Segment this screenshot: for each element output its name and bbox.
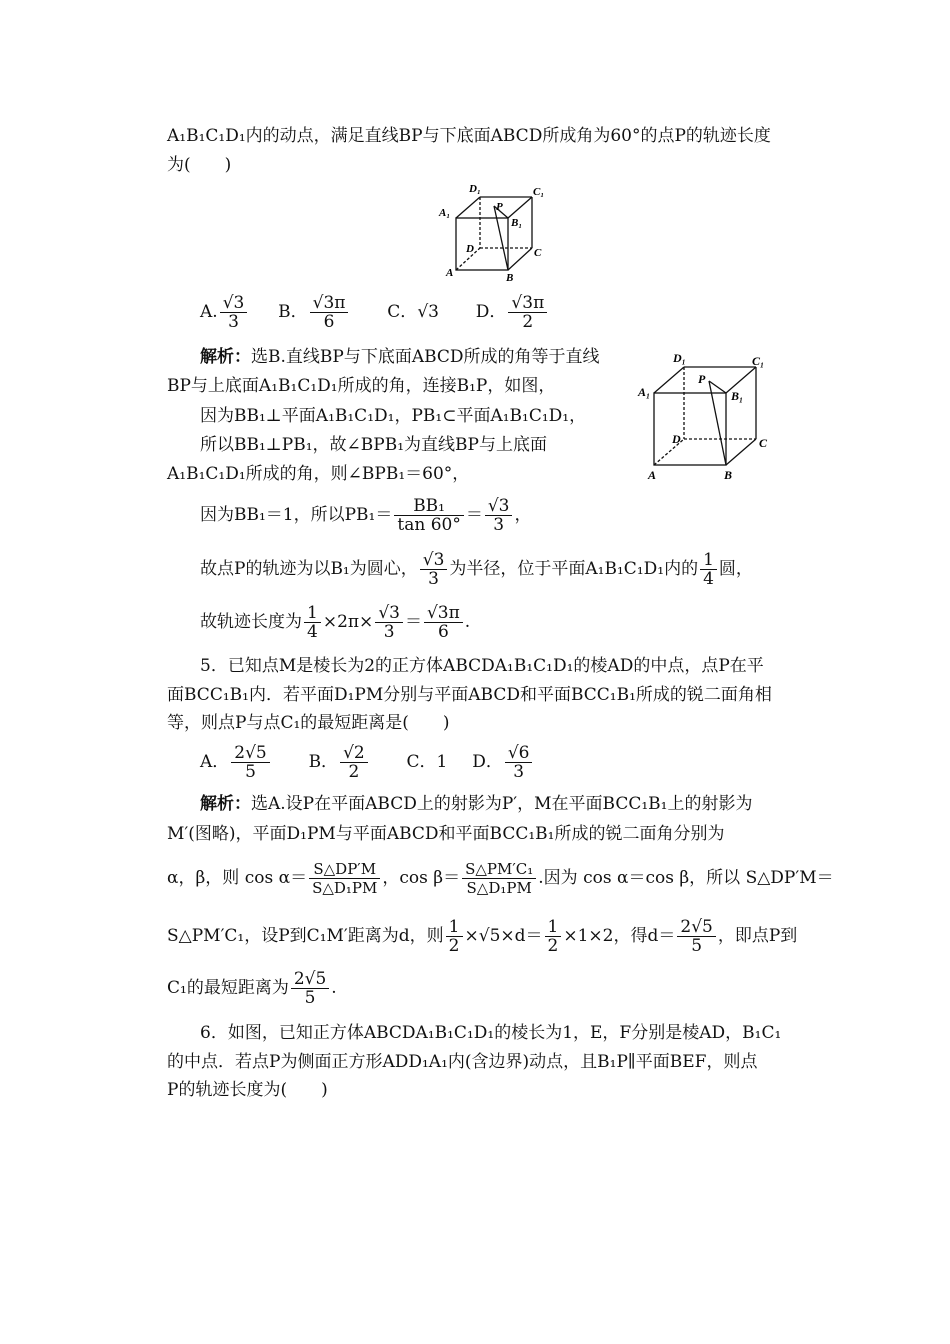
q6-stem-line-1: 6．如图，已知正方体ABCDA₁B₁C₁D₁的棱长为1，E，F分别是棱AD，B₁C₁ xyxy=(200,1023,782,1043)
fig2-label-c: C xyxy=(759,436,768,450)
q4-solution-line-1: 解析：选B.直线BP与下底面ABCD所成的角等于直线 xyxy=(200,347,600,367)
q4-option-d[interactable]: D． $\frac{√3\pi}{2}$ xyxy=(476,302,549,322)
q5-option-b[interactable]: B． $\frac{√2}{2}$ xyxy=(309,752,370,772)
q5-solution-line-1: 解析：选A.设P在平面ABCD上的射影为P′，M在平面BCC₁B₁上的射影为 xyxy=(200,794,753,814)
q5-solution-line-2: M′(图略)，平面D₁PM与平面ABCD和平面BCC₁B₁所成的锐二面角分别为 xyxy=(167,824,725,844)
q4-solution-line-4: 所以BB₁⊥PB₁，故∠BPB₁为直线BP与上底面 xyxy=(200,435,547,455)
fig1-label-a1: A₁ xyxy=(439,207,451,219)
q6-stem-line-2: 的中点．若点P为侧面正方形ADD₁A₁内(含边界)动点，且B₁P∥平面BEF，则点 xyxy=(167,1052,758,1072)
q4-option-b[interactable]: B． $\frac{√3\pi}{6}$ xyxy=(278,302,350,322)
q5-solution-line-3: α，β，则 cos α＝ $\frac{S\triangle DP'M}{\text{S△D₁PM}}$ ，cos β＝ $\frac{\text{S△PM′C₁}}{\text{S△D₁PM}}$ .因为 cos α＝cos β，所以 S△DP′M＝ xyxy=(167,860,834,897)
q6-stem-line-3: P的轨迹长度为( ) xyxy=(167,1080,328,1100)
fig2-label-c1: C₁ xyxy=(752,354,765,368)
q5-option-a[interactable]: A． $\frac{2√5}{5}$ xyxy=(200,752,272,772)
fig1-label-d1: D₁ xyxy=(469,183,481,195)
fig1-label-c: C xyxy=(534,247,542,259)
q4-solution-line-2: BP与上底面A₁B₁C₁D₁所成的角，连接B₁P，如图， xyxy=(167,376,556,396)
fig1-label-d: D xyxy=(466,243,474,255)
q4-option-a[interactable]: A. $\frac{√3}{3}$ xyxy=(200,302,249,322)
q4-solution-line-8: 故轨迹长度为 $\frac{1}{4}$ ×2π× $\frac{√3}{3}$ ＝ $\frac{√3\pi}{6}$ . xyxy=(200,603,471,642)
q4-options xyxy=(200,292,820,332)
q4-stem-line-2: 为( ) xyxy=(167,155,232,175)
fig2-label-a: A xyxy=(648,468,657,482)
q5-option-d[interactable]: D． $\frac{√6}{3}$ xyxy=(472,752,534,772)
q5-stem-line-2: 面BCC₁B₁内．若平面D₁PM分别与平面ABCD和平面BCC₁B₁所成的锐二面角相 xyxy=(167,685,772,705)
fig2-label-b1: B₁ xyxy=(731,389,744,403)
q4-solution-line-7: 故点P的轨迹为以B₁为圆心， $\frac{√3}{3}$ 为半径，位于平面A₁B₁C₁D₁内的 $\frac{1}{4}$ 圆， xyxy=(200,550,753,589)
fig1-label-b: B xyxy=(506,272,514,284)
q4-solution-line-3: 因为BB₁⊥平面A₁B₁C₁D₁，PB₁⊂平面A₁B₁C₁D₁， xyxy=(200,406,587,426)
fig2-label-d: D xyxy=(672,432,681,446)
q4-option-c[interactable]: C．√3 xyxy=(387,302,439,322)
cube-figure-question xyxy=(436,180,546,285)
fig2-label-b: B xyxy=(724,468,733,482)
q5-option-c[interactable]: C．1 xyxy=(406,752,448,772)
fig2-label-p: P xyxy=(698,372,706,386)
fig2-label-d1: D₁ xyxy=(673,351,686,365)
q5-solution-line-4: S△PM′C₁，设P到C₁M′距离为d，则 $\frac{1}{2}$ ×√5×d＝ $\frac{1}{2}$ ×1×2，得d＝ $\frac{2√5}{5}$ ，即点P到 xyxy=(167,917,798,956)
q5-stem-line-3: 等，则点P与点C₁的最短距离是( ) xyxy=(167,713,450,733)
q4-solution-line-6: 因为BB₁＝1，所以PB₁＝ $\frac{\text{BB₁}}{\tan 60^\circ}$ ＝ $\frac{√3}{3}$ ， xyxy=(200,496,532,535)
fig1-label-p: P xyxy=(496,201,503,213)
q5-solution-line-5: C₁的最短距离为 $\frac{2√5}{5}$ . xyxy=(167,969,337,1008)
fig1-label-c1: C₁ xyxy=(533,186,545,198)
cube-figure-solution xyxy=(636,350,786,485)
q5-options xyxy=(200,740,820,784)
q4-solution-line-5: A₁B₁C₁D₁所成的角，则∠BPB₁＝60°， xyxy=(167,464,470,484)
q4-stem-line-1: A₁B₁C₁D₁内的动点，满足直线BP与下底面ABCD所成角为60°的点P的轨迹长度 xyxy=(167,126,771,146)
fig1-label-a: A xyxy=(446,267,454,279)
q5-stem-line-1: 5．已知点M是棱长为2的正方体ABCDA₁B₁C₁D₁的棱AD的中点，点P在平 xyxy=(200,656,764,676)
fig1-label-b1: B₁ xyxy=(511,217,523,229)
fig2-label-a1: A₁ xyxy=(638,385,651,399)
